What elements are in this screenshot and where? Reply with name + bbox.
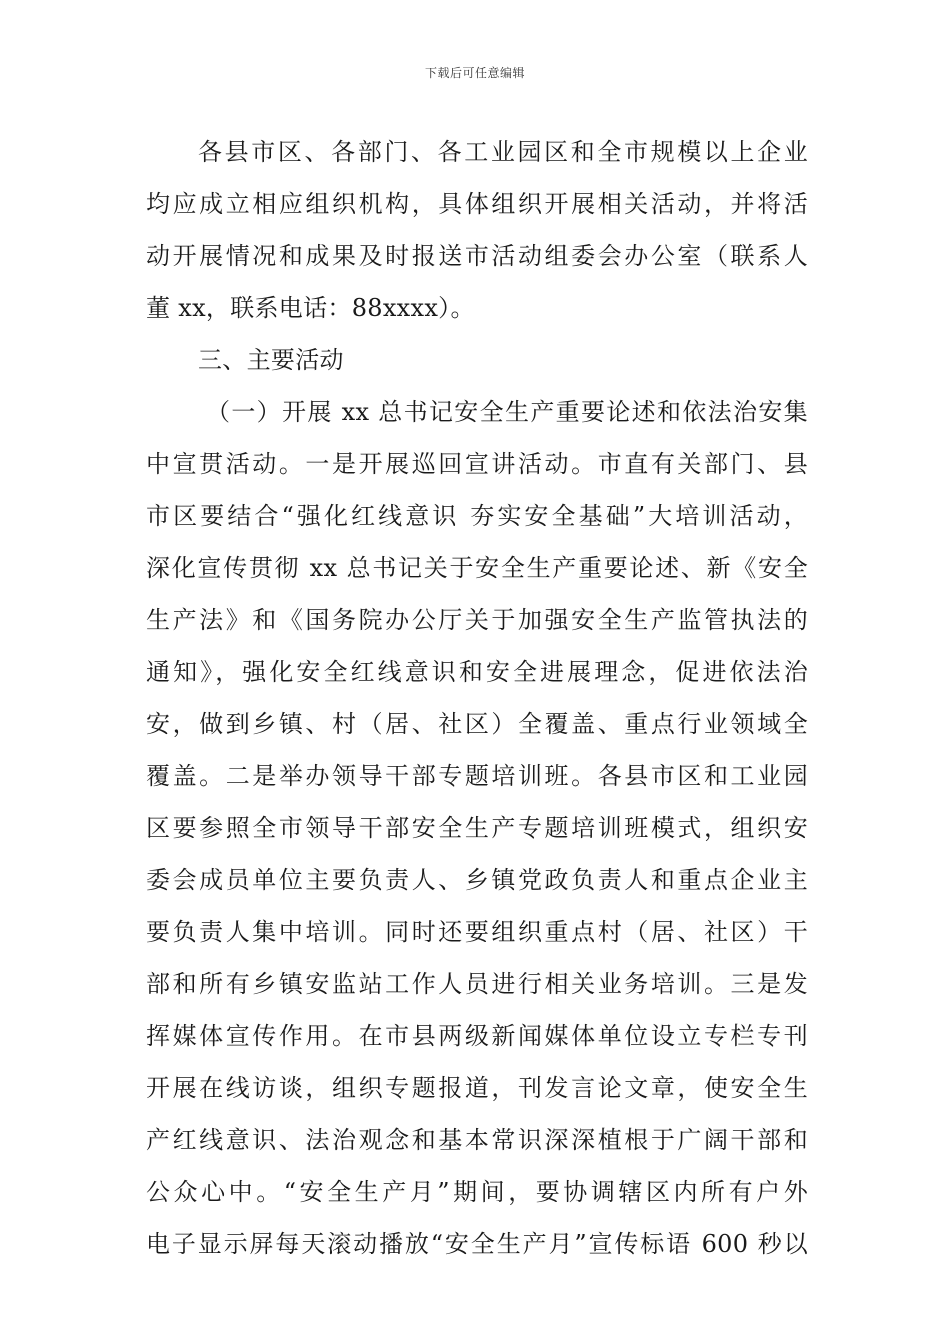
- paragraph-line: 市区要结合“强化红线意识 夯实安全基础”大培训活动，: [146, 502, 808, 530]
- paragraph-line: （一）开展 xx 总书记安全生产重要论述和依法治安集: [206, 398, 808, 426]
- paragraph-line: 公众心中。“安全生产月”期间，要协调辖区内所有户外: [146, 1178, 808, 1206]
- paragraph-line: 通知》，强化安全红线意识和安全进展理念，促进依法治: [146, 658, 808, 686]
- paragraph-line: 深化宣传贯彻 xx 总书记关于安全生产重要论述、新《安全: [146, 554, 808, 582]
- section-heading: 三、主要活动: [198, 346, 344, 374]
- paragraph-line: 产红线意识、法治观念和基本常识深深植根于广阔干部和: [146, 1126, 808, 1154]
- paragraph-line: 电子显示屏每天滚动播放“安全生产月”宣传标语 600 秒以: [146, 1230, 808, 1258]
- paragraph-line: 各县市区、各部门、各工业园区和全市规模以上企业: [198, 138, 808, 166]
- document-body: [146, 126, 808, 1270]
- paragraph-line: 动开展情况和成果及时报送市活动组委会办公室（联系人: [146, 242, 808, 270]
- paragraph-line: 开展在线访谈，组织专题报道，刊发言论文章，使安全生: [146, 1074, 808, 1102]
- paragraph-line: 委会成员单位主要负责人、乡镇党政负责人和重点企业主: [146, 866, 808, 894]
- paragraph-line: 区要参照全市领导干部安全生产专题培训班模式，组织安: [146, 814, 808, 842]
- paragraph-line: 覆盖。二是举办领导干部专题培训班。各县市区和工业园: [146, 762, 808, 790]
- page-header: 下载后可任意编辑: [424, 66, 525, 80]
- paragraph-line: 挥媒体宣传作用。在市县两级新闻媒体单位设立专栏专刊: [146, 1022, 808, 1050]
- paragraph-line: 中宣贯活动。一是开展巡回宣讲活动。市直有关部门、县: [146, 450, 808, 478]
- paragraph-line: 部和所有乡镇安监站工作人员进行相关业务培训。三是发: [146, 970, 808, 998]
- paragraph-line: 生产法》和《国务院办公厅关于加强安全生产监管执法的: [146, 606, 808, 634]
- paragraph-activities: [146, 386, 808, 1270]
- paragraph-organization: [146, 126, 808, 334]
- paragraph-line: 要负责人集中培训。同时还要组织重点村（居、社区）干: [146, 918, 808, 946]
- paragraph-line: 董 xx，联系电话：88xxxx）。: [146, 294, 475, 322]
- paragraph-line: 均应成立相应组织机构，具体组织开展相关活动，并将活: [146, 190, 808, 218]
- paragraph-line: 安，做到乡镇、村（居、社区）全覆盖、重点行业领域全: [146, 710, 808, 738]
